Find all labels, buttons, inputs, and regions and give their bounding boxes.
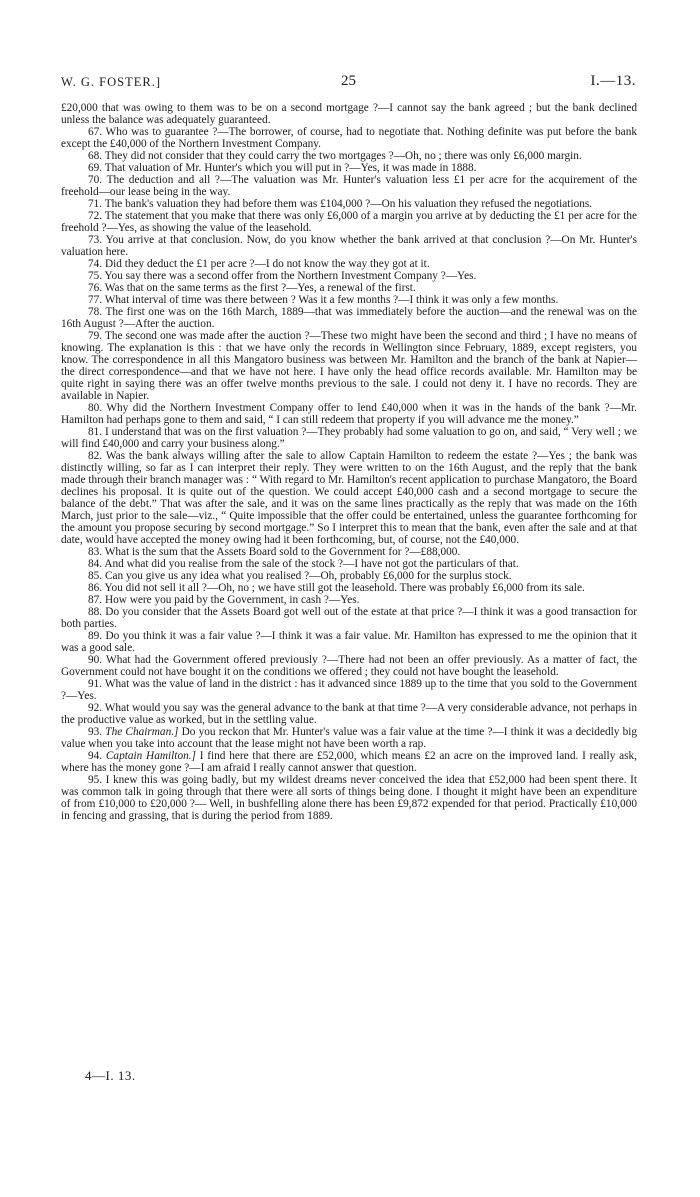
testimony-paragraph — [61, 294, 637, 306]
testimony-paragraph — [61, 450, 637, 546]
paragraph-text: 68. They did not consider that they could carry the two mortgages ?—Oh, no ; there was only £6,000 margin. — [88, 150, 582, 162]
testimony-paragraph — [61, 678, 637, 702]
paragraph-text: 79. The second one was made after the auction ?—These two might have been the second and third ; I have no means of knowing. The explanation is this : that we have only the records in Wellington since February, 1889, except registers, you know. The correspondence in all this Mangatoro business was between Mr. Hamilton and the branch of the bank at Napier—the direct correspondence—and that we have not here. I have only the head office records available. Mr. Hamilton may be quite right in saying there was an offer twelve months previous to the sale. I could not deny it. I have no records. They are available in Napier. — [61, 330, 637, 402]
testimony-paragraph — [61, 594, 637, 606]
testimony-paragraph — [61, 234, 637, 258]
sheet-signature: 4—I. 13. — [85, 1068, 136, 1083]
question-number: 93. — [88, 726, 103, 738]
document-reference: I.—13. — [590, 73, 636, 89]
testimony-paragraph — [61, 546, 637, 558]
paragraph-text: 88. Do you consider that the Assets Board got well out of the estate at that price ?—I think it was a good transaction for both parties. — [61, 606, 637, 630]
paragraph-text: 89. Do you think it was a fair value ?—I think it was a fair value. Mr. Hamilton has expressed to me the opinion that it was a good sale. — [61, 630, 637, 654]
testimony-paragraph — [61, 426, 637, 450]
testimony-paragraph — [61, 270, 637, 282]
paragraph-text: 69. That valuation of Mr. Hunter's which you will put in ?—Yes, it was made in 1888. — [88, 162, 477, 174]
paragraph-text: 84. And what did you realise from the sale of the stock ?—I have not got the particulars of that. — [88, 558, 519, 570]
testimony-paragraph — [61, 198, 637, 210]
testimony-paragraph — [61, 630, 637, 654]
testimony-paragraph — [61, 606, 637, 630]
testimony-body — [61, 102, 637, 822]
testimony-paragraph — [61, 162, 637, 174]
testimony-paragraph — [61, 558, 637, 570]
paragraph-text: 80. Why did the Northern Investment Company offer to lend £40,000 when it was in the hands of the bank ?—Mr. Hamilton had perhaps gone to them and said, “ I can still redeem that property if you will advance me the money.” — [61, 402, 637, 426]
paragraph-text: 77. What interval of time was there between ? Was it a few months ?—I think it was only a few months. — [88, 294, 559, 306]
testimony-paragraph — [61, 330, 637, 402]
testimony-paragraph — [61, 282, 637, 294]
paragraph-text: 91. What was the value of land in the district : has it advanced since 1889 up to the time that you sold to the Government ?—Yes. — [61, 678, 637, 702]
testimony-paragraph — [61, 102, 637, 126]
paragraph-text: 86. You did not sell it all ?—Oh, no ; we have still got the leasehold. There was probably £6,000 from its sale. — [88, 582, 585, 594]
testimony-paragraph — [61, 750, 637, 774]
testimony-paragraph — [61, 210, 637, 234]
testimony-paragraph — [61, 126, 637, 150]
speaker-label: Captain Hamilton.] — [105, 750, 196, 762]
page-number: 25 — [341, 73, 356, 89]
paragraph-text: 67. Who was to guarantee ?—The borrower, of course, had to negotiate that. Nothing definite was put before the bank except the £40,000 of the Northern Investment Company. — [61, 126, 637, 150]
testimony-paragraph — [61, 258, 637, 270]
testimony-paragraph — [61, 774, 637, 822]
testimony-paragraph — [61, 150, 637, 162]
paragraph-text: 75. You say there was a second offer from the Northern Investment Company ?—Yes. — [88, 270, 477, 282]
testimony-paragraph — [61, 654, 637, 678]
testimony-paragraph — [61, 726, 637, 750]
paragraph-text: 85. Can you give us any idea what you realised ?—Oh, probably £6,000 for the surplus stock. — [88, 570, 512, 582]
paragraph-text: 71. The bank's valuation they had before them was £104,000 ?—On his valuation they refused the negotiations. — [88, 198, 593, 210]
testimony-paragraph — [61, 402, 637, 426]
paragraph-text: 81. I understand that was on the first valuation ?—They probably had some valuation to go on, and said, “ Very well ; we will find £40,000 and carry your business along.” — [61, 426, 637, 450]
paragraph-text: 92. What would you say was the general advance to the bank at that time ?—A very considerable advance, not perhaps in the productive value as worked, but in the settling value. — [61, 702, 637, 726]
paragraph-text: I find here that there are £52,000, which means £2 an acre on the improved land. I really ask, where has the money gone ?—I am afraid I really cannot answer that question. — [61, 750, 637, 774]
witness-name: W. G. FOSTER.] — [61, 75, 162, 89]
paragraph-text: 72. The statement that you make that there was only £6,000 of a margin you arrive at by deducting the £1 per acre for the freehold ?—Yes, as showing the value of the leasehold. — [61, 210, 637, 234]
paragraph-text: 87. How were you paid by the Government, in cash ?—Yes. — [88, 594, 360, 606]
paragraph-text: Do you reckon that Mr. Hunter's value was a fair value at the time ?—I think it was a decidedly big value when you take into account that the lease might not have been worth a rap. — [61, 726, 638, 750]
paragraph-text: 95. I knew this was going badly, but my wildest dreams never conceived the idea that £52,000 had been spent there. It was common talk in going through that there were all sorts of things being done. I thought it might have been an expenditure of from £10,000 to £20,000 ?— Well, in bushfelling alone there has been £9,872 expended for that period. Practically £10,000 in fencing and grassing, that is during the period from 1889. — [61, 774, 637, 822]
testimony-paragraph — [61, 306, 637, 330]
testimony-paragraph — [61, 582, 637, 594]
paragraph-text: £20,000 that was owing to them was to be on a second mortgage ?—I cannot say the bank agreed ; but the bank declined unless the balance was adequately guaranteed. — [61, 102, 637, 126]
testimony-paragraph — [61, 702, 637, 726]
paragraph-text: 73. You arrive at that conclusion. Now, do you know whether the bank arrived at that conclusion ?—On Mr. Hunter's valuation here. — [61, 234, 637, 258]
speaker-label: The Chairman.] — [105, 726, 179, 738]
page-header — [57, 73, 640, 93]
paragraph-text: 76. Was that on the same terms as the first ?—Yes, a renewal of the first. — [88, 282, 416, 294]
testimony-paragraph — [61, 174, 637, 198]
paragraph-text: 83. What is the sum that the Assets Board sold to the Government for ?—£88,000. — [88, 546, 461, 558]
paragraph-text: 82. Was the bank always willing after the sale to allow Captain Hamilton to redeem the estate ?—Yes ; the bank was distinctly willing, so far as I can interpret their reply. They were written to on the 16th August, and the reply that the bank made through their branch manager was : “ With regard to Mr. Hamilton's recent application to purchase Mangatoro, the Board declines his proposal. It is quite out of the question. We could accept £40,000 cash and a second mortgage to secure the balance of the debt.” That was after the sale, and it was on the same lines practically as the reply that was made on the 16th March, just prior to the sale—viz., “ Quite impossible that the offer could be entertained, unless the guarantee forthcoming for the amount you propose securing by second mortgage.” So I interpret this to mean that the bank, even after the sale and at that date, would have accepted the money owing had it been forthcoming, but, of course, not the £40,000. — [61, 450, 637, 546]
testimony-paragraph — [61, 570, 637, 582]
paragraph-text: 70. The deduction and all ?—The valuation was Mr. Hunter's valuation less £1 per acre for the acquirement of the freehold—our lease being in the way. — [61, 174, 637, 198]
paragraph-text: 74. Did they deduct the £1 per acre ?—I do not know the way they got at it. — [88, 258, 430, 270]
question-number: 94. — [88, 750, 103, 762]
paragraph-text: 90. What had the Government offered previously ?—There had not been an offer previously. As a matter of fact, the Government could not have bought it on the conditions we offered ; they could not have bought the leasehold. — [61, 654, 637, 678]
paragraph-text: 78. The first one was on the 16th March, 1889—that was immediately before the auction—and the renewal was on the 16th August ?—After the auction. — [61, 306, 637, 330]
